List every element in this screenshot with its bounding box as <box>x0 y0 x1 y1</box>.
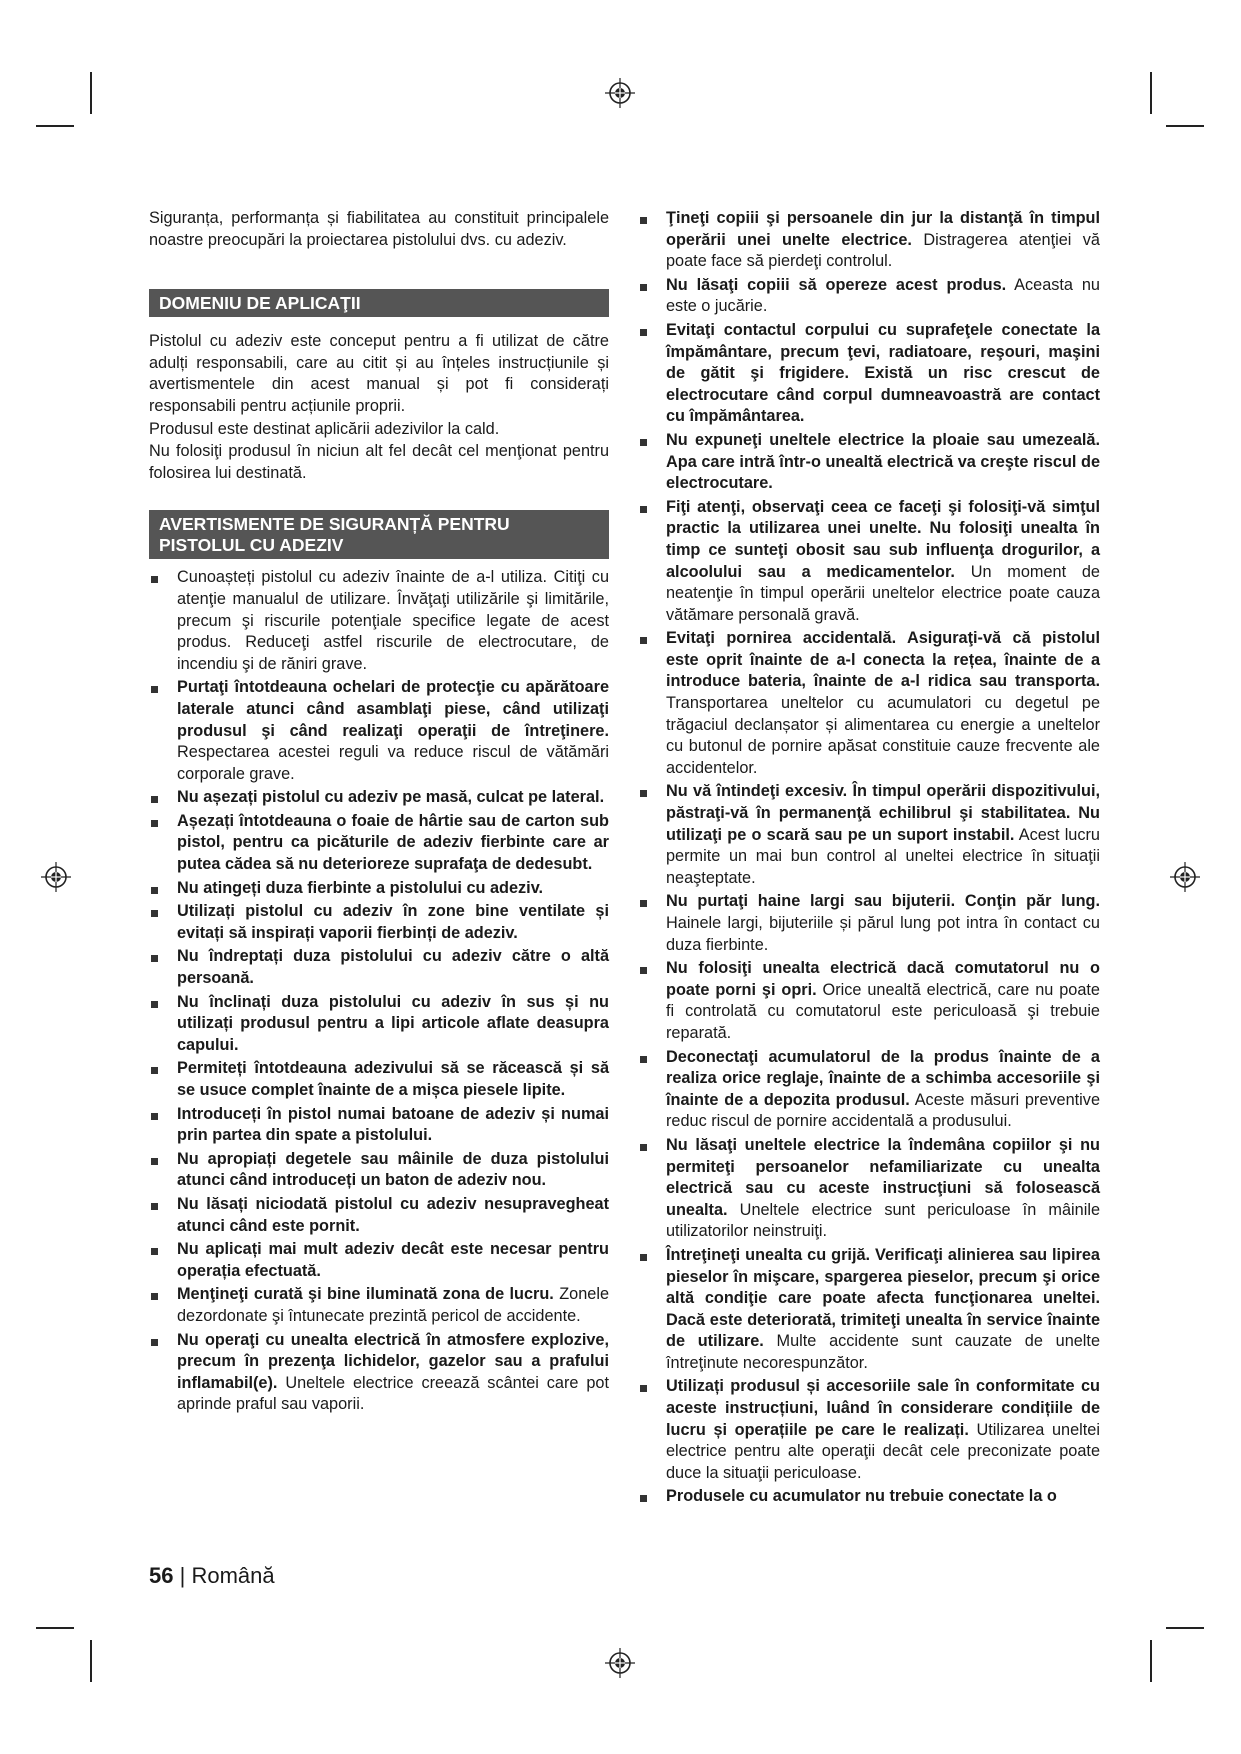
list-item: Menţineţi curată şi bine iluminată zona de lucru. Zonele dezordonate şi întunecate prezintă pericol de accidente. <box>149 1284 609 1327</box>
list-item: Nu expuneţi uneltele electrice la ploaie sau umezeală. Apa care intră într-o unealtă electrică va creşte riscul de electrocutare. <box>638 430 1100 495</box>
list-item: Nu operaţi cu unealta electrică în atmosfere explozive, precum în prezenţa lichidelor, gazelor sau a prafului inflamabil(e). Uneltele electrice creează scântei care pot aprinde praful sau vaporii. <box>149 1330 609 1416</box>
footer-separator: | <box>179 1563 186 1588</box>
list-item: Produsele cu acumulator nu trebuie conectate la o <box>638 1486 1100 1508</box>
list-item: Întreţineţi unealta cu grijă. Verificaţi alinierea sau lipirea pieselor în mişcare, spargerea pieselor, precum şi orice altă condiţie care poate afecta funcţionarea uneltei. Dacă este deteriorată, trimiteţi unealta în service înainte de utilizare. Multe accidente sunt cauzate de unelte întreţinute necorespunzător. <box>638 1245 1100 1375</box>
list-item: Ţineţi copiii şi persoanele din jur la distanţă în timpul operării unei unelte electrice. Distragerea atenţiei vă poate face să pierdeţi controlul. <box>638 208 1100 273</box>
intro-paragraph: Siguranța, performanța și fiabilitatea au constituit principalele noastre preocupări la proiectarea pistolului dvs. cu adeziv. <box>149 209 609 249</box>
registration-mark-right-icon <box>1170 862 1200 892</box>
list-item: Nu înclinați duza pistolului cu adeziv în sus și nu utilizați produsul pentru a lipi articole aflate deasupra capului. <box>149 992 609 1057</box>
crop-mark-bottom-right-vertical <box>1150 1640 1152 1682</box>
list-item: Nu purtaţi haine largi sau bijuterii. Conţin păr lung. Hainele largi, bijuteriile și părul lung pot intra în contact cu duza fierbinte. <box>638 891 1100 956</box>
application-paragraph-2: Produsul este destinat aplicării adezivilor la cald. <box>149 419 500 438</box>
list-item: Nu aplicați mai mult adeziv decât este necesar pentru operația efectuată. <box>149 1239 609 1282</box>
list-item: Nu apropiați degetele sau mâinile de duza pistolului atunci când introduceți un baton de adeziv nou. <box>149 1149 609 1192</box>
list-item: Fiţi atenţi, observaţi ceea ce faceţi şi folosiţi-vă simţul practic la utilizarea unei unelte. Nu folosiţi unealta în timp ce sunteţi obosit sau sub influenţa drogurilor, a alcoolului sau a medicamentelor. Un moment de neatenţie în timpul operării uneltelor electrice poate cauza vătămare personală gravă. <box>638 497 1100 627</box>
application-paragraph-1: Pistolul cu adeziv este conceput pentru a fi utilizat de către adulți responsabili, care au citit și au înțeles instrucțiunile și avertismentele din acest manual și pot fi considerați responsabili pentru acțiunile proprii. <box>149 332 609 415</box>
list-item: Cunoașteți pistolul cu adeziv înainte de a-l utiliza. Citiţi cu atenţie manualul de utilizare. Învăţaţi utilizările şi limitările, precum şi riscurile potenţiale specifice legate de acest produs. Reduceţi astfel riscurile de electrocutare, de incendiu şi de răniri grave. <box>149 567 609 675</box>
list-item: Nu lăsaţi copiii să opereze acest produs. Aceasta nu este o jucărie. <box>638 275 1100 318</box>
crop-mark-top-left-horizontal <box>36 125 74 127</box>
registration-mark-left-icon <box>41 862 71 892</box>
crop-mark-top-left-vertical <box>90 72 92 114</box>
crop-mark-top-right-horizontal <box>1166 125 1204 127</box>
crop-mark-bottom-left-vertical <box>90 1640 92 1682</box>
list-item: Așezați întotdeauna o foaie de hârtie sau de carton sub pistol, pentru ca picăturile de adeziv fierbinte care ar putea cădea să nu deterioreze suprafaţa de dedesubt. <box>149 811 609 876</box>
right-column <box>638 208 1100 1510</box>
list-item: Nu lăsaţi uneltele electrice la îndemâna copiilor şi nu permiteţi persoanelor nefamiliarizate cu unealta electrică sau cu aceste instrucţiuni să folosească unealta. Uneltele electrice sunt periculoase în mâinile utilizatorilor neinstruiţi. <box>638 1135 1100 1243</box>
list-item: Introduceți în pistol numai batoane de adeziv și numai prin partea din spate a pistolului. <box>149 1104 609 1147</box>
page-number: 56 <box>149 1563 174 1588</box>
heading-avertismente-de-siguranta: AVERTISMENTE DE SIGURANȚĂ PENTRU PISTOLUL CU ADEZIV <box>149 510 609 559</box>
list-item: Nu lăsați niciodată pistolul cu adeziv nesupravegheat atunci când este pornit. <box>149 1194 609 1237</box>
list-item: Utilizați produsul și accesoriile sale în conformitate cu aceste instrucțiuni, luând în considerare condițiile de lucru și operațiile pe care le realizați. Utilizarea uneltei electrice pentru alte operaţii decât cele preconizate poate duce la situaţii periculoase. <box>638 1376 1100 1484</box>
list-item: Utilizați pistolul cu adeziv în zone bine ventilate și evitați să inspirați vaporii fierbinți de adeziv. <box>149 901 609 944</box>
page-footer <box>149 1563 275 1589</box>
crop-mark-bottom-left-horizontal <box>36 1627 74 1629</box>
heading-domeniu-de-aplicatii: DOMENIU DE APLICAŢII <box>149 289 609 317</box>
list-item: Deconectaţi acumulatorul de la produs înainte de a realiza orice reglaje, înainte de a schimba accesoriile şi înainte de a depozita produsul. Aceste măsuri preventive reduc riscul de pornire accidentală a produsului. <box>638 1047 1100 1133</box>
list-item: Nu vă întindeţi excesiv. În timpul operării dispozitivului, păstraţi-vă în permanenţă echilibrul şi stabilitatea. Nu utilizaţi pe o scară sau pe un suport instabil. Acest lucru permite un mai bun control al uneltei electrice în situaţii neaşteptate. <box>638 781 1100 889</box>
left-column <box>149 208 609 1418</box>
list-item: Nu atingeți duza fierbinte a pistolului cu adeziv. <box>149 878 609 900</box>
list-item: Permiteți întotdeauna adezivului să se răcească și să se usuce complet înainte de a mișca piesele lipite. <box>149 1058 609 1101</box>
crop-mark-top-right-vertical <box>1150 72 1152 114</box>
left-warnings-list <box>149 567 609 1416</box>
list-item: Nu îndreptați duza pistolului cu adeziv către o altă persoană. <box>149 946 609 989</box>
footer-language: Română <box>191 1563 275 1588</box>
list-item: Nu folosiţi unealta electrică dacă comutatorul nu o poate porni şi opri. Orice unealtă electrică, care nu poate fi controlată cu comutatorul este periculoasă şi trebuie reparată. <box>638 958 1100 1044</box>
crop-mark-bottom-right-horizontal <box>1166 1627 1204 1629</box>
registration-mark-bottom-icon <box>605 1648 635 1678</box>
list-item: Evitaţi contactul corpului cu suprafeţele conectate la împământare, precum ţevi, radiatoare, reşouri, maşini de gătit şi frigidere. Există un risc crescut de electrocutare când corpul dumneavoastră are contact cu împământarea. <box>638 320 1100 428</box>
list-item: Purtaţi întotdeauna ochelari de protecţie cu apărătoare laterale atunci când asamblaţi piese, când utilizaţi produsul şi când realizaţi operaţii de întreţinere. Respectarea acestei reguli va reduce riscul de vătămări corporale grave. <box>149 677 609 785</box>
right-warnings-list <box>638 208 1100 1508</box>
list-item: Nu așezați pistolul cu adeziv pe masă, culcat pe lateral. <box>149 787 609 809</box>
registration-mark-top-icon <box>605 78 635 108</box>
list-item: Evitaţi pornirea accidentală. Asiguraţi-vă că pistolul este oprit înainte de a-l conecta la rețea, înainte de a introduce bateria, înainte de a-l ridica sau transporta. Transportarea uneltelor cu acumulatori cu degetul pe trăgaciul declanșator și alimentarea cu energie a uneltelor cu butonul de pornire apăsat constituie cauze frecvente ale accidentelor. <box>638 628 1100 779</box>
application-paragraph-3: Nu folosiţi produsul în niciun alt fel decât cel menţionat pentru folosirea lui destinată. <box>149 442 609 482</box>
